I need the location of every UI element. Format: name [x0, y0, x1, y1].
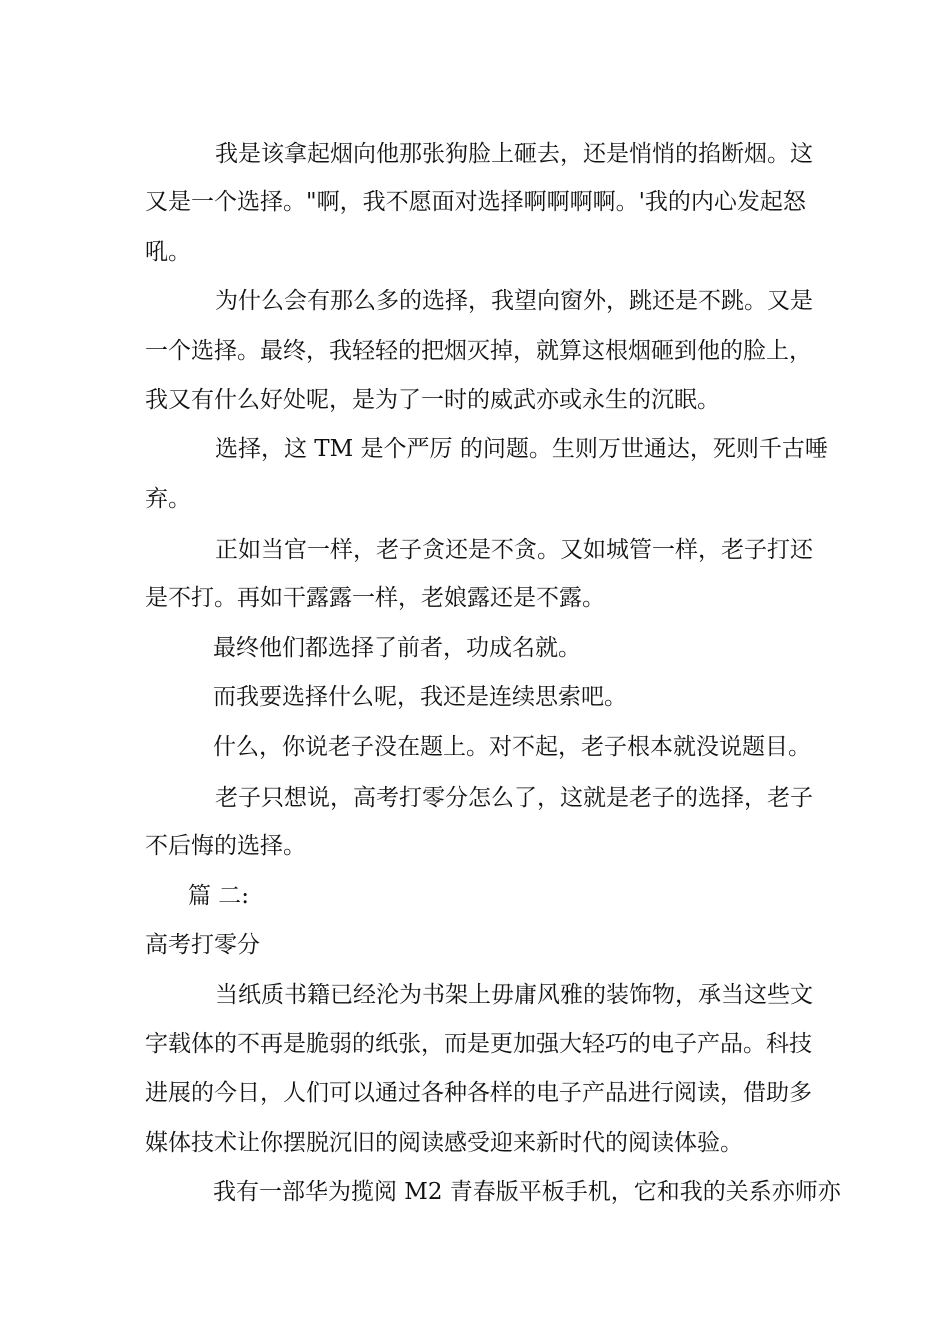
text-line: 吼。 [145, 239, 191, 265]
text-line: 什么，你说老子没在题上。对不起，老子根本就没说题目。 [213, 734, 811, 760]
text-line: 为什么会有那么多的选择，我望向窗外，跳还是不跳。又是 [215, 288, 813, 314]
text-line: 是不打。再如干露露一样，老娘露还是不露。 [145, 585, 605, 611]
text-line: 媒体技术让你摆脱沉旧的阅读感受迎来新时代的阅读体验。 [145, 1130, 743, 1156]
text-line: 我是该拿起烟向他那张狗脸上砸去，还是悄悄的掐断烟。这 [215, 141, 813, 167]
article-title: 高考打零分 [145, 932, 260, 958]
text-line: 进展的今日，人们可以通过各种各样的电子产品进行阅读，借助多 [145, 1080, 812, 1106]
text-line: 正如当官一样，老子贪还是不贪。又如城管一样，老子打还 [215, 537, 813, 563]
text-line: 当纸质书籍已经沦为书架上毋庸风雅的装饰物，承当这些文 [215, 982, 813, 1008]
text-line: 选择，这 TM 是个严厉 的问题。生则万世通达，死则千古唾 [215, 436, 828, 462]
text-line: 字载体的不再是脆弱的纸张，而是更加强大轻巧的电子产品。科技 [145, 1031, 812, 1057]
text-line: 我有一部华为揽阅 M2 青春版平板手机，它和我的关系亦师亦 [213, 1179, 841, 1205]
text-line: 而我要选择什么呢，我还是连续思索吧。 [213, 684, 627, 710]
text-line: 我又有什么好处呢，是为了一时的威武亦或永生的沉眠。 [145, 387, 720, 413]
text-line: 最终他们都选择了前者，功成名就。 [213, 635, 581, 661]
text-line: 又是一个选择。"啊，我不愿面对选择啊啊啊啊。'我的内心发起怒 [145, 189, 806, 215]
section-heading: 篇 二: [188, 883, 250, 909]
text-line: 一个选择。最终，我轻轻的把烟灭掉，就算这根烟砸到他的脸上， [145, 338, 812, 364]
text-line: 不后悔的选择。 [145, 833, 306, 859]
text-line: 老子只想说，高考打零分怎么了，这就是老子的选择，老子 [215, 785, 813, 811]
text-line: 弃。 [145, 486, 191, 512]
